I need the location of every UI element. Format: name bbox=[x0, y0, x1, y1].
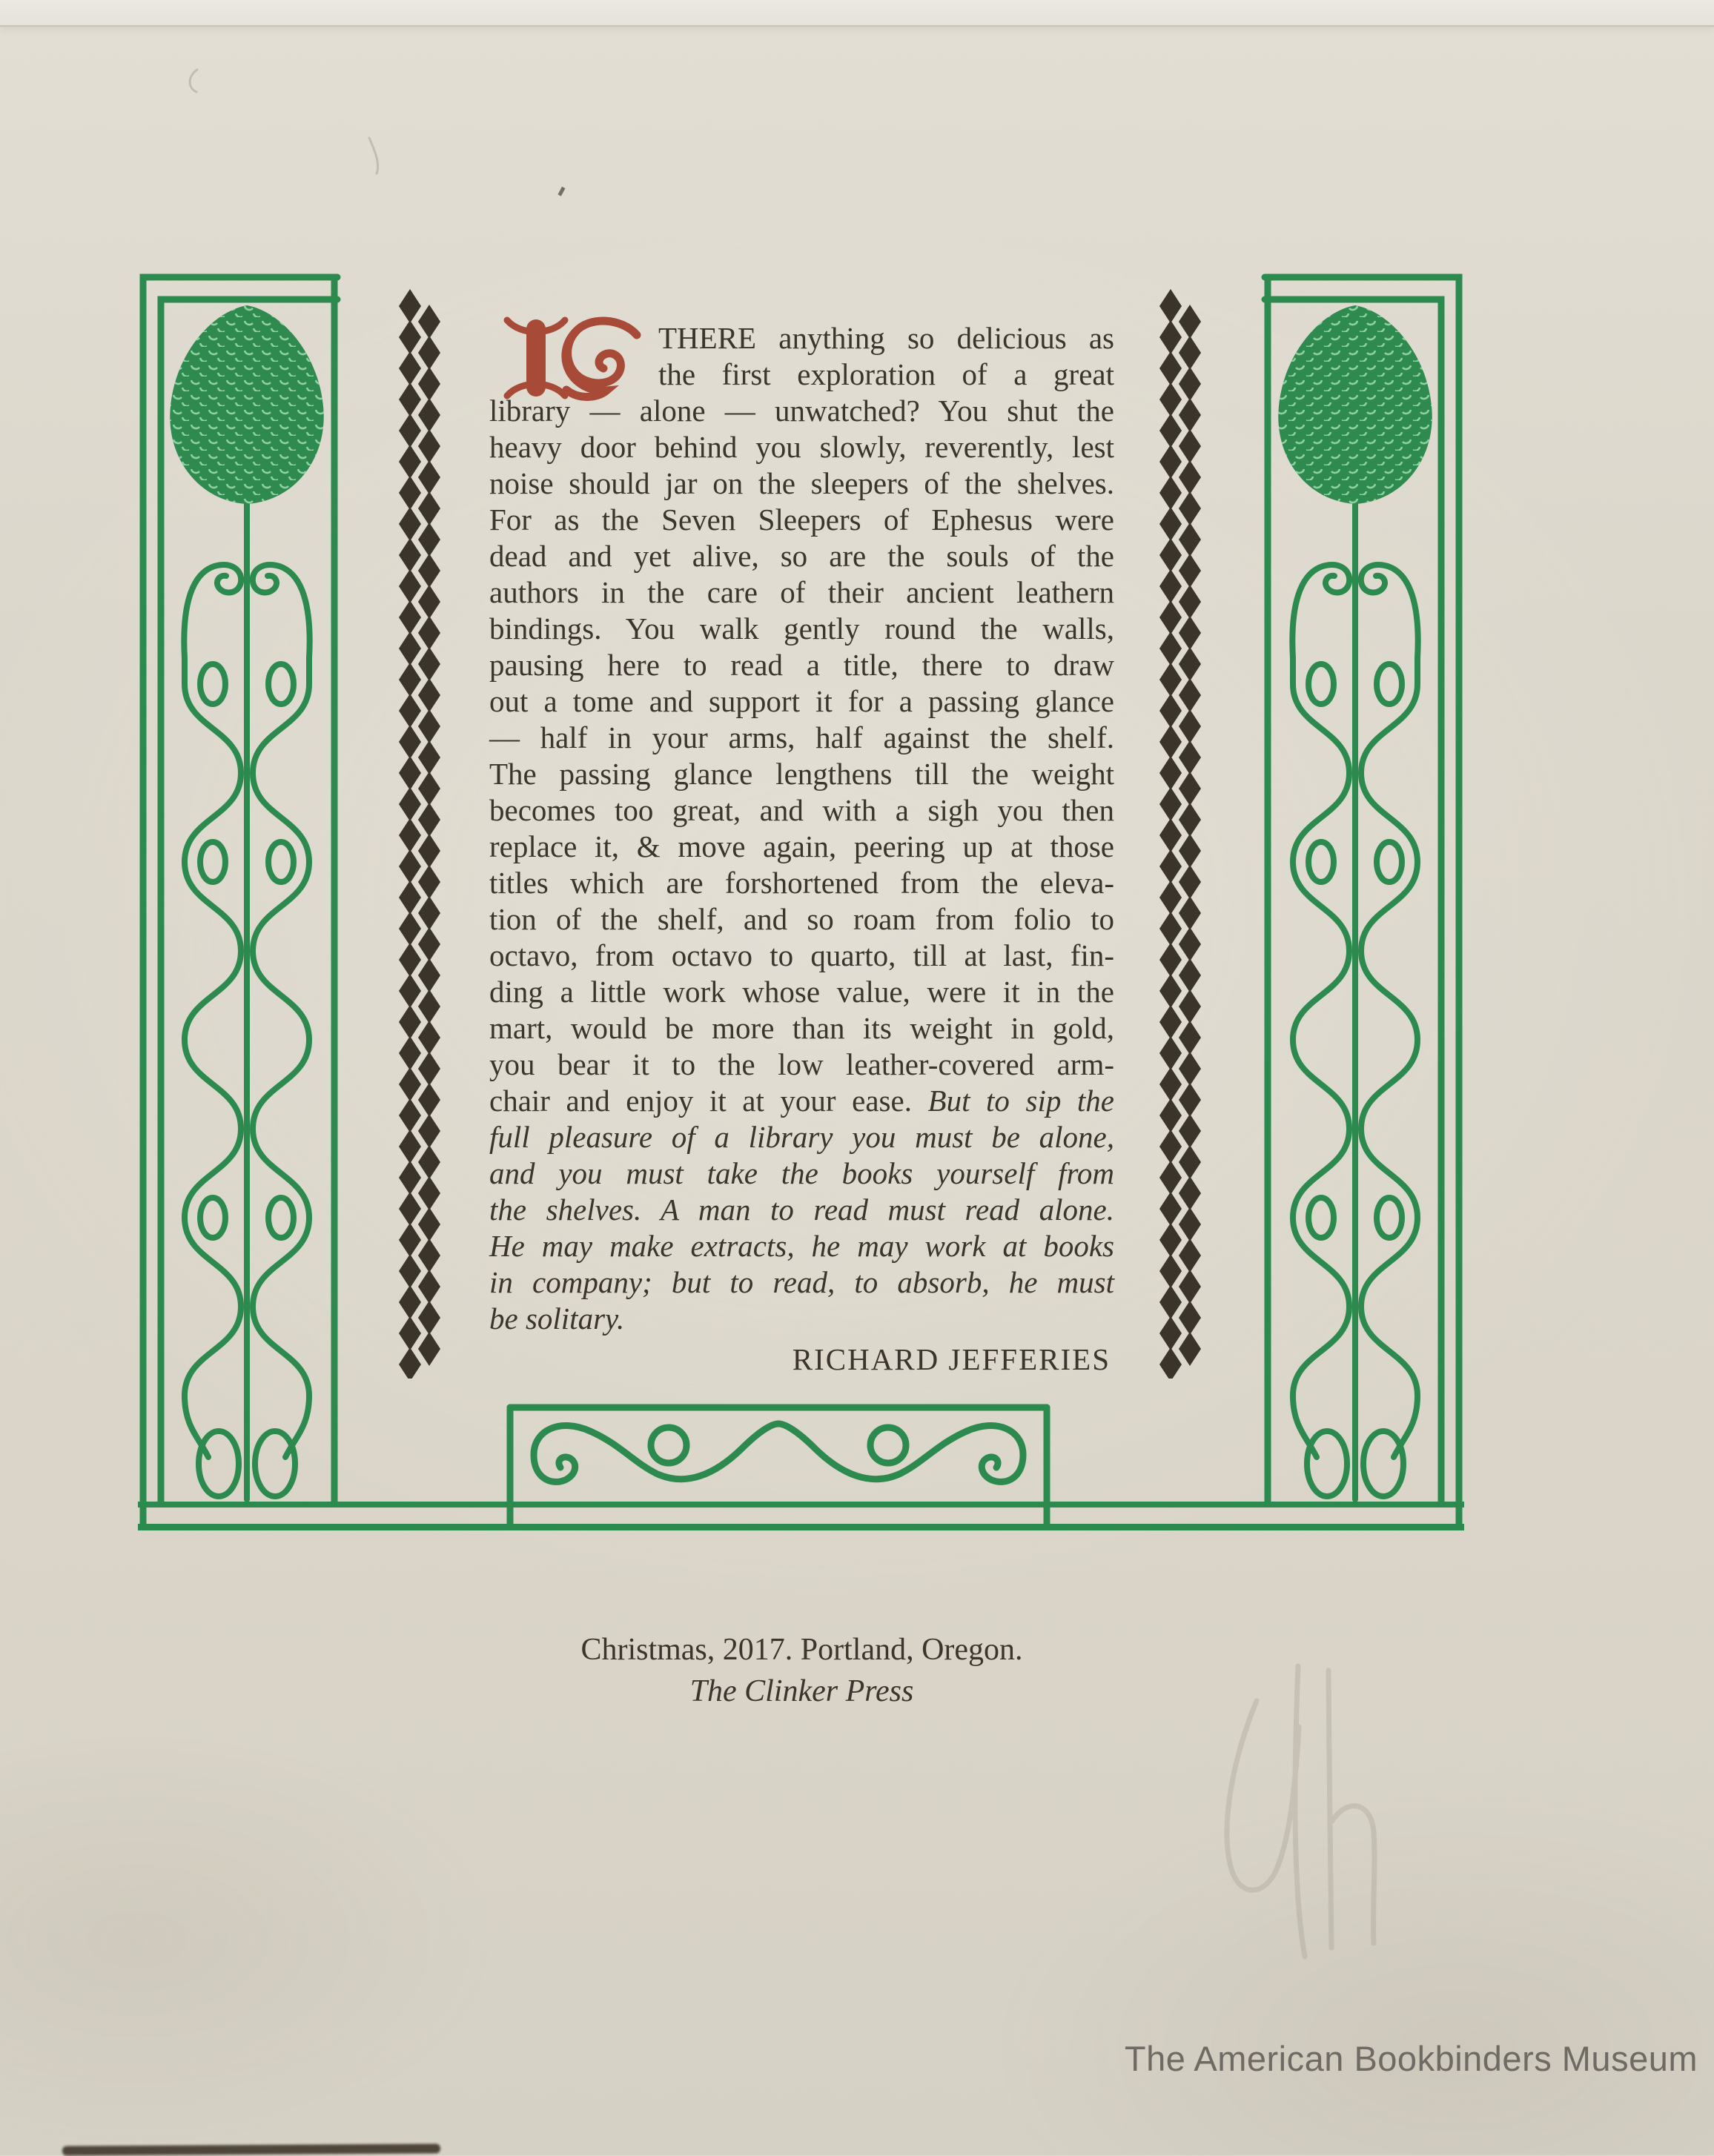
quote-line: be solitary. bbox=[489, 1301, 625, 1336]
diamond bbox=[1159, 1223, 1182, 1257]
diamond bbox=[399, 1223, 421, 1257]
diamond bbox=[399, 414, 421, 448]
diamond bbox=[418, 1114, 440, 1148]
diamond bbox=[1159, 1067, 1182, 1101]
diamond-column-right bbox=[1159, 289, 1202, 1379]
quote-line: you bear it to the low leather-covered arm- bbox=[489, 1047, 1114, 1081]
quote-text-block bbox=[489, 320, 1114, 1337]
diamond bbox=[1179, 927, 1201, 961]
diamond bbox=[418, 1176, 440, 1210]
diamond bbox=[418, 460, 440, 494]
diamond bbox=[1159, 663, 1182, 697]
diamond bbox=[418, 1332, 440, 1366]
quote-line: replace it, & move again, peering up at those bbox=[489, 829, 1114, 863]
diamond bbox=[399, 943, 421, 977]
diamond bbox=[399, 756, 421, 790]
quote-line: and you must take the books yourself from bbox=[489, 1156, 1114, 1190]
diamond bbox=[1179, 740, 1201, 774]
diamond bbox=[418, 523, 440, 557]
diamond bbox=[399, 787, 421, 821]
diamond bbox=[1179, 616, 1201, 650]
diamond bbox=[399, 538, 421, 572]
diamond bbox=[399, 507, 421, 541]
quote-line: titles which are forshortened from the eleva- bbox=[489, 866, 1114, 900]
diamond bbox=[1179, 460, 1201, 494]
diamond bbox=[1159, 538, 1182, 572]
quote-lines bbox=[489, 320, 1114, 1337]
diamond bbox=[399, 1254, 421, 1288]
diamond bbox=[1179, 647, 1201, 681]
diamond bbox=[1179, 1083, 1201, 1117]
diamond bbox=[1159, 725, 1182, 759]
diamond bbox=[1179, 1114, 1201, 1148]
diamond bbox=[1179, 1176, 1201, 1210]
diamond bbox=[418, 429, 440, 463]
diamond bbox=[418, 772, 440, 806]
diamond bbox=[399, 663, 421, 697]
diamond bbox=[1179, 336, 1201, 370]
diamond bbox=[1179, 896, 1201, 930]
diamond bbox=[399, 445, 421, 479]
diamond bbox=[418, 1021, 440, 1055]
diamond bbox=[1159, 1098, 1182, 1132]
diamond bbox=[418, 585, 440, 619]
diamond bbox=[399, 1347, 421, 1379]
diamond bbox=[1159, 1192, 1182, 1226]
diamond bbox=[1159, 912, 1182, 946]
diamond bbox=[1159, 880, 1182, 915]
imprint-date-place: Christmas, 2017. Portland, Oregon. bbox=[580, 1633, 1023, 1667]
diamond bbox=[1179, 1332, 1201, 1366]
diamond bbox=[399, 600, 421, 634]
diamond-column-left bbox=[399, 289, 442, 1379]
diamond bbox=[418, 616, 440, 650]
quote-line: mart, would be more than its weight in gold, bbox=[489, 1011, 1114, 1045]
diamond bbox=[399, 351, 421, 385]
diamond bbox=[418, 554, 440, 588]
diamond bbox=[418, 491, 440, 525]
quote-line: becomes too great, and with a sigh you then bbox=[489, 793, 1114, 827]
diamond bbox=[1159, 351, 1182, 385]
paper-bottom-edge bbox=[62, 2143, 440, 2155]
diamond bbox=[1179, 1238, 1201, 1273]
museum-watermark: The American Bookbinders Museum bbox=[1124, 2039, 1698, 2078]
diamond bbox=[1159, 756, 1182, 790]
diamond bbox=[418, 678, 440, 712]
diamond bbox=[418, 865, 440, 899]
diamond bbox=[1179, 865, 1201, 899]
diamond bbox=[1179, 989, 1201, 1024]
diamond bbox=[1179, 398, 1201, 432]
diamond bbox=[1159, 1347, 1182, 1379]
diamond bbox=[418, 834, 440, 868]
diamond bbox=[1159, 1285, 1182, 1319]
diamond bbox=[1159, 1254, 1182, 1288]
diamond bbox=[418, 1270, 440, 1304]
diamond bbox=[1159, 414, 1182, 448]
diamond bbox=[418, 927, 440, 961]
diamond bbox=[399, 1130, 421, 1164]
diamond bbox=[1179, 367, 1201, 401]
art-nouveau-tree-ornament-left bbox=[136, 273, 351, 1533]
diamond bbox=[1179, 1052, 1201, 1086]
art-nouveau-tree-ornament-right bbox=[1251, 273, 1466, 1533]
diamond bbox=[1159, 974, 1182, 1008]
diamond bbox=[399, 1036, 421, 1070]
diamond bbox=[399, 880, 421, 915]
quote-line: The passing glance lengthens till the weight bbox=[489, 757, 1114, 791]
diamond bbox=[1179, 958, 1201, 992]
diamond bbox=[399, 912, 421, 946]
quote-line: He may make extracts, he may work at books bbox=[489, 1229, 1114, 1263]
diamond bbox=[1179, 554, 1201, 588]
diamond bbox=[399, 382, 421, 417]
diamond bbox=[418, 740, 440, 774]
diamond bbox=[399, 569, 421, 603]
quote-line: dead and yet alive, so are the souls of the bbox=[489, 539, 1114, 573]
diamond bbox=[418, 1207, 440, 1241]
diamond bbox=[1159, 1316, 1182, 1350]
ink-speck bbox=[557, 187, 565, 196]
diamond bbox=[1179, 1301, 1201, 1335]
diamond bbox=[418, 958, 440, 992]
quote-line: authors in the care of their ancient leathern bbox=[489, 575, 1114, 609]
quote-line: noise should jar on the sleepers of the shelves. bbox=[489, 466, 1114, 500]
diamond bbox=[1159, 1130, 1182, 1164]
diamond bbox=[1179, 491, 1201, 525]
diamond bbox=[1159, 818, 1182, 852]
quote-line: ding a little work whose value, were it in the bbox=[489, 975, 1114, 1009]
diamond bbox=[399, 974, 421, 1008]
diamond bbox=[1159, 1161, 1182, 1195]
diamond bbox=[1159, 943, 1182, 977]
diamond bbox=[1159, 849, 1182, 883]
quote-line: pausing here to read a title, there to draw bbox=[489, 648, 1114, 682]
diamond bbox=[1179, 1270, 1201, 1304]
diamond bbox=[399, 289, 421, 323]
diamond bbox=[399, 1067, 421, 1101]
diamond bbox=[418, 1301, 440, 1335]
quote-line: THERE anything so delicious as bbox=[658, 321, 1114, 355]
diamond bbox=[399, 1161, 421, 1195]
diamond bbox=[399, 694, 421, 728]
wave-scroll-panel bbox=[504, 1403, 1053, 1530]
diamond bbox=[418, 367, 440, 401]
diamond bbox=[1159, 445, 1182, 479]
diamond bbox=[399, 1005, 421, 1039]
diamond bbox=[1179, 305, 1201, 339]
diamond bbox=[399, 1316, 421, 1350]
diamond bbox=[418, 896, 440, 930]
diamond bbox=[1179, 585, 1201, 619]
quote-line: heavy door behind you slowly, reverently, lest bbox=[489, 430, 1114, 464]
diamond bbox=[399, 725, 421, 759]
diamond bbox=[418, 1238, 440, 1273]
diamond bbox=[1179, 803, 1201, 837]
diamond bbox=[418, 305, 440, 339]
quote-line: octavo, from octavo to quarto, till at last, fin- bbox=[489, 938, 1114, 972]
quote-line: bindings. You walk gently round the walls, bbox=[489, 611, 1114, 646]
diamond bbox=[1159, 1005, 1182, 1039]
diamond bbox=[399, 631, 421, 666]
imprint-press-name: The Clinker Press bbox=[689, 1674, 914, 1708]
quote-line: chair and enjoy it at your ease. But to sip the bbox=[489, 1084, 1114, 1118]
quote-line: the first exploration of a great bbox=[658, 357, 1114, 391]
diamond bbox=[418, 647, 440, 681]
diamond bbox=[1159, 382, 1182, 417]
diamond bbox=[1179, 834, 1201, 868]
diamond bbox=[1179, 1145, 1201, 1179]
diamond bbox=[418, 1083, 440, 1117]
diamond bbox=[399, 320, 421, 354]
diamond bbox=[1159, 787, 1182, 821]
diamond bbox=[399, 476, 421, 510]
diamond bbox=[1159, 289, 1182, 323]
diamond bbox=[418, 803, 440, 837]
quote-line: in company; but to read, to absorb, he must bbox=[489, 1265, 1114, 1299]
diamond bbox=[418, 989, 440, 1024]
quote-line: tion of the shelf, and so roam from folio to bbox=[489, 902, 1114, 936]
diamond bbox=[399, 1098, 421, 1132]
diamond bbox=[1159, 476, 1182, 510]
diamond bbox=[1179, 772, 1201, 806]
diamond bbox=[1179, 1021, 1201, 1055]
quote-line: For as the Seven Sleepers of Ephesus were bbox=[489, 502, 1114, 537]
quote-line: — half in your arms, half against the shelf. bbox=[489, 720, 1114, 754]
diamond bbox=[1179, 709, 1201, 743]
diamond bbox=[1179, 523, 1201, 557]
diamond bbox=[1179, 678, 1201, 712]
quote-line: library — alone — unwatched? You shut the bbox=[489, 394, 1114, 428]
diamond bbox=[1159, 507, 1182, 541]
diamond bbox=[1159, 600, 1182, 634]
diamond bbox=[418, 336, 440, 370]
diamond bbox=[1159, 631, 1182, 666]
diamond bbox=[1159, 320, 1182, 354]
quote-line: out a tome and support it for a passing glance bbox=[489, 684, 1114, 718]
diamond bbox=[399, 818, 421, 852]
paper-top-edge bbox=[0, 0, 1714, 27]
diamond bbox=[1179, 1207, 1201, 1241]
diamond bbox=[399, 849, 421, 883]
diamond bbox=[399, 1192, 421, 1226]
diamond bbox=[418, 1145, 440, 1179]
diamond bbox=[1159, 569, 1182, 603]
diamond bbox=[418, 398, 440, 432]
quote-line: the shelves. A man to read must read alone. bbox=[489, 1193, 1114, 1227]
imprint bbox=[489, 1629, 1114, 1712]
diamond bbox=[1159, 694, 1182, 728]
pencil-mark bbox=[1227, 1666, 1374, 1957]
diamond bbox=[1179, 429, 1201, 463]
paper-fiber bbox=[190, 70, 378, 173]
quote-line: full pleasure of a library you must be alone, bbox=[489, 1120, 1114, 1154]
diamond bbox=[418, 1052, 440, 1086]
quote-attribution: RICHARD JEFFERIES bbox=[792, 1342, 1111, 1376]
diamond bbox=[418, 709, 440, 743]
diamond bbox=[1159, 1036, 1182, 1070]
diamond bbox=[399, 1285, 421, 1319]
